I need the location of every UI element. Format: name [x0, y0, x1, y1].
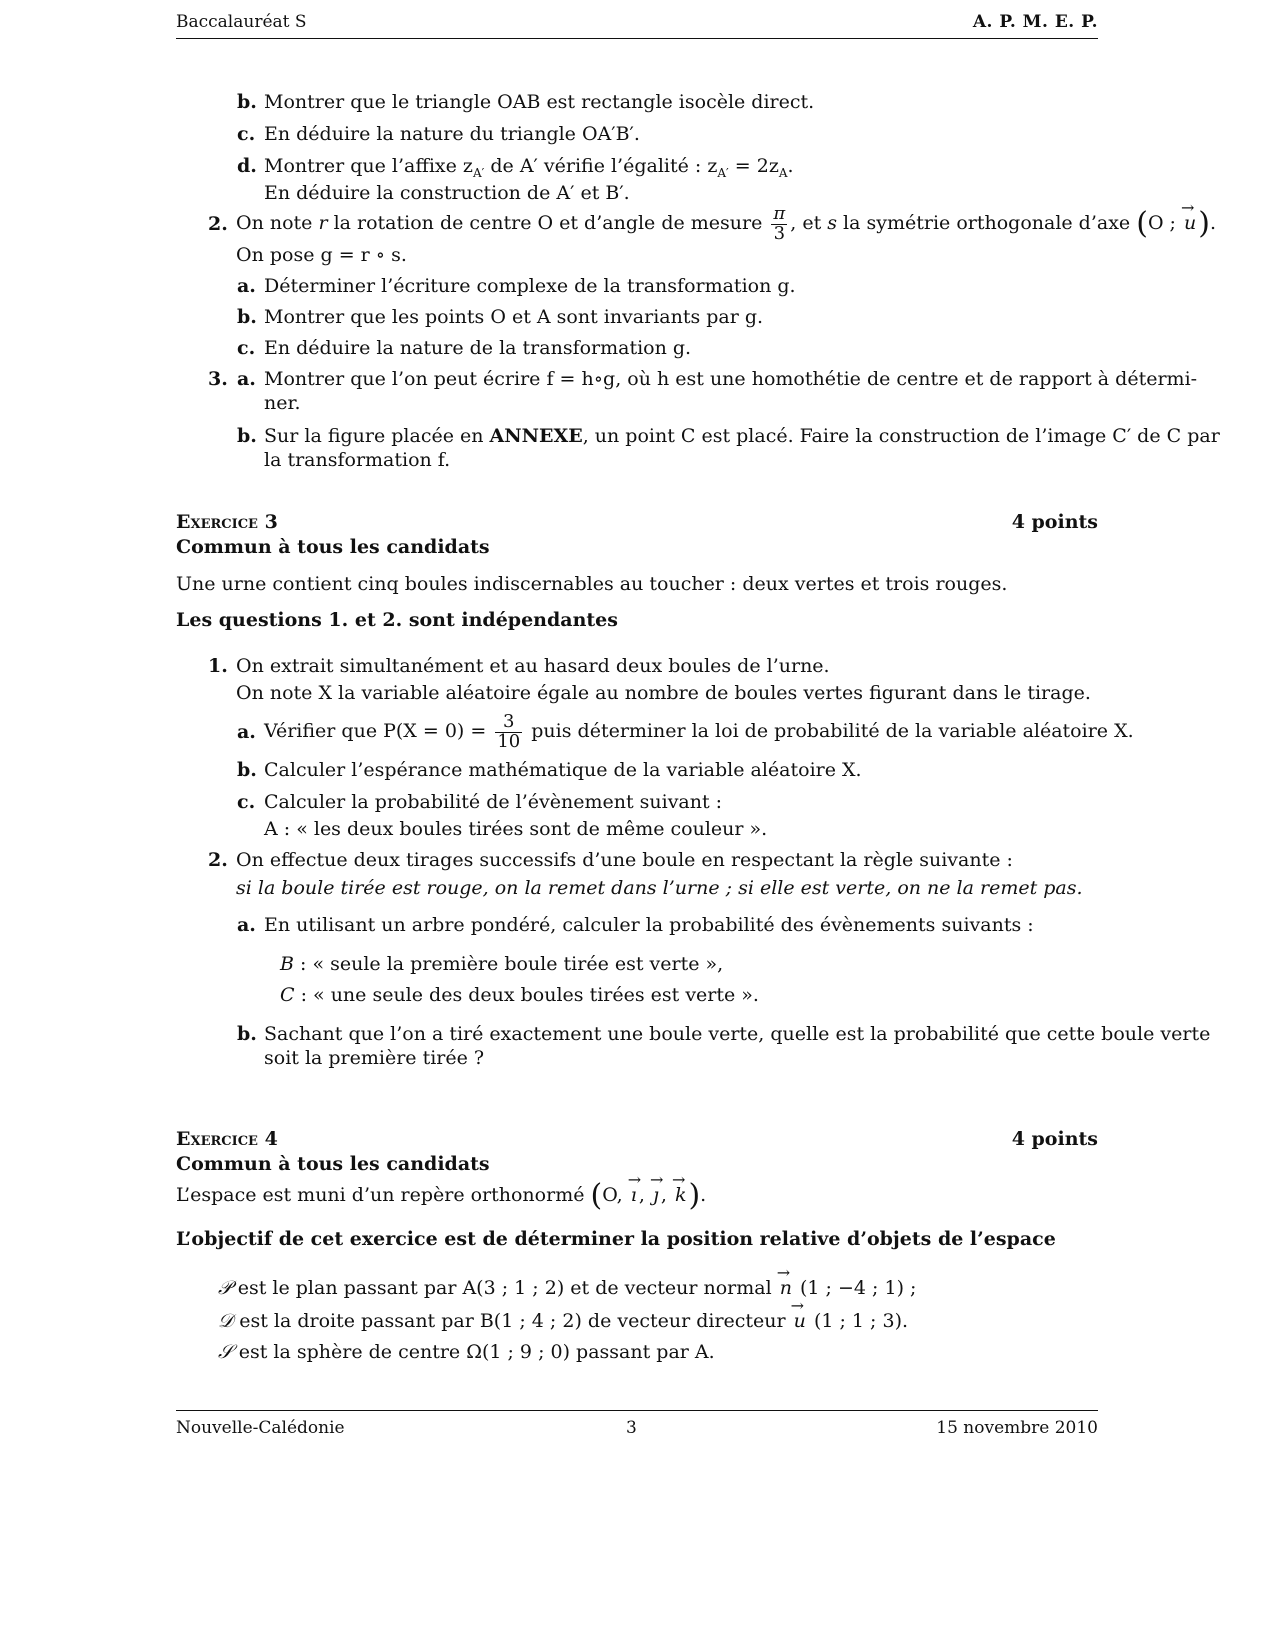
ex3-q1-num: 1. [208, 655, 228, 677]
header-right: A. P. M. E. P. [972, 12, 1098, 32]
ex3-title: Exercice 3 [176, 511, 278, 533]
ex4-points: 4 points [1011, 1128, 1098, 1150]
ex2-q3b-label: b. [237, 425, 257, 447]
ex2-q1b-text: Montrer que le triangle OAB est rectangle isocèle direct. [264, 91, 815, 113]
ex2-q3-num: 3. [208, 368, 228, 390]
ex3-q2a-text: En utilisant un arbre pondéré, calculer la probabilité des évènements suivants : [264, 914, 1034, 936]
ex3-q1b-label: b. [237, 759, 257, 781]
ex2-q1b-label: b. [237, 91, 257, 113]
ex2-q3a-line2: ner. [264, 392, 301, 414]
ex3-q2-line2: si la boule tirée est rouge, on la remet dans l’urne ; si elle est verte, on ne la remet pas. [236, 877, 1083, 899]
ex2-q2c-label: c. [237, 337, 256, 359]
ex2-q2c-text: En déduire la nature de la transformation g. [264, 337, 692, 359]
ex2-q2b-label: b. [237, 306, 257, 328]
ex3-q1c-line2: A : « les deux boules tirées sont de même couleur ». [264, 818, 768, 840]
ex2-q1c-text: En déduire la nature du triangle OA′B′. [264, 123, 640, 145]
ex2-q3b-line1: Sur la figure placée en ANNEXE, un point C est placé. Faire la construction de l’image C′ de C par [264, 425, 1220, 447]
ex2-q2a-label: a. [237, 275, 256, 297]
ex2-q3a-line1: Montrer que l’on peut écrire f = h∘g, où h est une homothétie de centre et de rapport à détermi- [264, 368, 1198, 390]
ex2-q2-line2: On pose g = r ∘ s. [236, 244, 407, 266]
header-left: Baccalauréat S [176, 12, 307, 32]
ex3-q2-num: 2. [208, 849, 228, 871]
ex3-q1a-text: Vérifier que P(X = 0) = $\frac{3}{10}$ puis déterminer la loi de probabilité de la variable aléatoire X. [264, 710, 1134, 752]
ex4-intro: L’espace est muni d’un repère orthonormé (O, → ı , → ȷ , → k). [176, 1177, 706, 1213]
ex3-q2b-line2: soit la première tirée ? [264, 1047, 485, 1069]
ex3-q1b-text: Calculer l’espérance mathématique de la variable aléatoire X. [264, 759, 862, 781]
ex2-q2-num: 2. [208, 213, 228, 235]
ex3-q1-line2: On note X la variable aléatoire égale au nombre de boules vertes figurant dans le tirage. [236, 682, 1091, 704]
ex3-q2b-label: b. [237, 1023, 257, 1045]
ex3-points: 4 points [1011, 511, 1098, 533]
footer-rule [176, 1410, 1098, 1411]
footer-left: Nouvelle-Calédonie [176, 1418, 345, 1438]
ex4-plane: 𝒫 est le plan passant par A(3 ; 1 ; 2) et de vecteur normal → n (1 ; −4 ; 1) ; [218, 1276, 916, 1300]
ex2-q1d-text: Montrer que l’affixe $z_{A'}$ de A′ vérifie l’égalité : $z_{A'} = 2z_A$. [264, 155, 794, 180]
ex2-q1c-label: c. [237, 123, 256, 145]
ex2-q2b-text: Montrer que les points O et A sont invariants par g. [264, 306, 764, 328]
ex3-q2-line1: On effectue deux tirages successifs d’une boule en respectant la règle suivante : [236, 849, 1013, 871]
footer-right: 15 novembre 2010 [936, 1418, 1098, 1438]
ex3-q2b-line1: Sachant que l’on a tiré exactement une boule verte, quelle est la probabilité que cette boule verte [264, 1023, 1211, 1045]
ex3-independence: Les questions 1. et 2. sont indépendantes [176, 609, 618, 631]
ex2-q1d-label: d. [237, 155, 257, 177]
three-tenths-fraction: $\frac{3}{10}$ [497, 710, 521, 752]
page-header [176, 12, 1098, 39]
ex2-q2-text: On note r la rotation de centre O et d’angle de mesure $\frac{\pi}{3}$ , et s la symétrie orthogonale d’axe (O ; → u). [236, 204, 1216, 243]
ex2-q3a-label: a. [237, 368, 256, 390]
ex2-q1d-line2: En déduire la construction de A′ et B′. [264, 182, 630, 204]
ex3-q2a-label: a. [237, 914, 256, 936]
ex3-subtitle: Commun à tous les candidats [176, 536, 490, 558]
footer-page-number: 3 [626, 1418, 637, 1438]
ex3-q1c-line1: Calculer la probabilité de l’évènement suivant : [264, 791, 723, 813]
ex2-q2a-text: Déterminer l’écriture complexe de la transformation g. [264, 275, 796, 297]
ex3-intro: Une urne contient cinq boules indiscernables au toucher : deux vertes et trois rouges. [176, 573, 1008, 595]
ex4-objective: L’objectif de cet exercice est de déterminer la position relative d’objets de l’espace [176, 1228, 1056, 1250]
pi-over-3-fraction: $\frac{\pi}{3}$ [773, 202, 786, 244]
ex3-q1a-label: a. [237, 721, 256, 743]
ex4-title: Exercice 4 [176, 1128, 278, 1150]
ex3-event-b: B : « seule la première boule tirée est verte », [280, 953, 724, 975]
ex3-event-c: C : « une seule des deux boules tirées est verte ». [280, 984, 759, 1006]
ex4-subtitle: Commun à tous les candidats [176, 1153, 490, 1175]
ex3-q1c-label: c. [237, 791, 256, 813]
ex4-sphere: 𝒮 est la sphère de centre Ω(1 ; 9 ; 0) passant par A. [218, 1341, 715, 1363]
ex4-line: 𝒟 est la droite passant par B(1 ; 4 ; 2) de vecteur directeur → u (1 ; 1 ; 3). [218, 1309, 908, 1333]
ex3-q1-line1: On extrait simultanément et au hasard deux boules de l’urne. [236, 655, 830, 677]
ex2-q3b-line2: la transformation f. [264, 449, 451, 471]
